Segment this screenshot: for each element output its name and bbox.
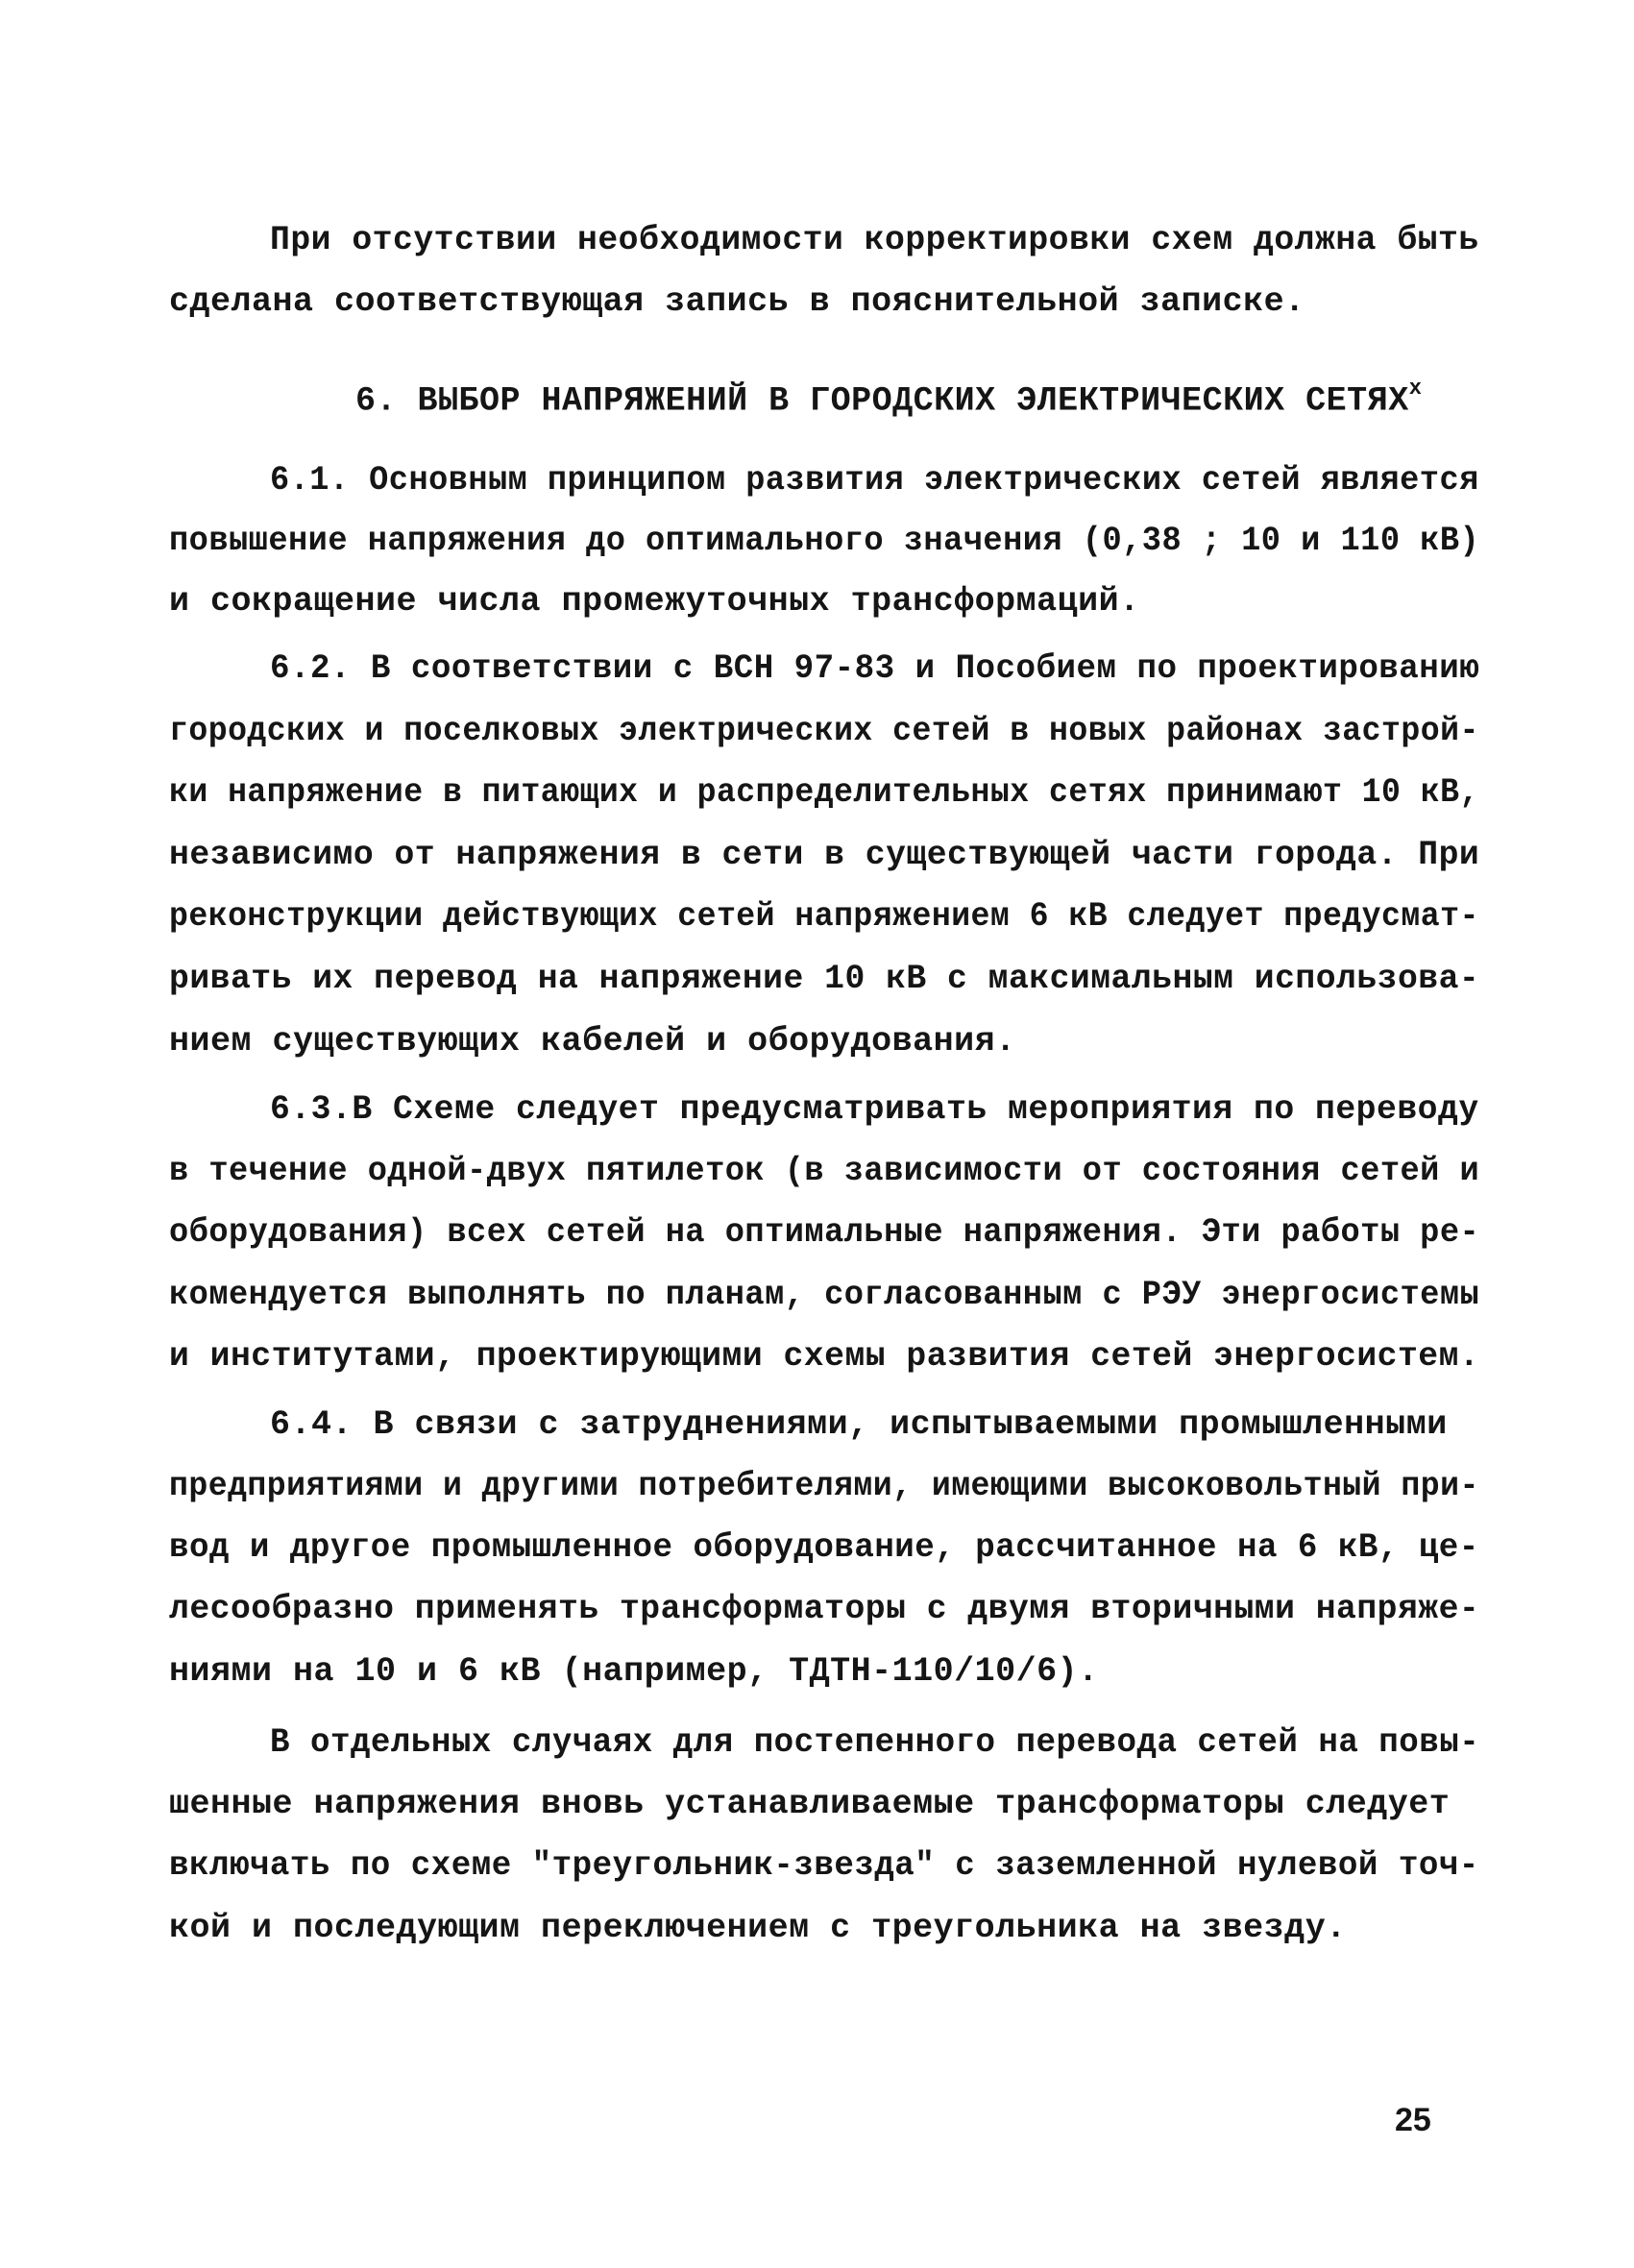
paragraph-6-2-line: 6.2. В соответствии с ВСН 97-83 и Пособием по проектированию: [270, 649, 1480, 688]
footnote-mark: x: [1408, 377, 1423, 401]
paragraph-final-line: кой и последующим переключением с треугольника на звезду.: [169, 1909, 1347, 1947]
paragraph-6-2-line: ки напряжение в питающих и распределительных сетях принимают 10 кВ,: [169, 773, 1479, 812]
paragraph-6-2-line: реконструкции действующих сетей напряжением 6 кВ следует предусмат-: [169, 897, 1479, 936]
paragraph-6-4-line: ниями на 10 и 6 кВ (например, ТДТН-110/10/6).: [169, 1652, 1099, 1691]
paragraph-6-2-line: нием существующих кабелей и оборудования.: [169, 1022, 1016, 1061]
paragraph-6-4-line: 6.4. В связи с затруднениями, испытываемыми промышленными: [270, 1405, 1448, 1444]
paragraph-6-3-line: 6.3.В Схеме следует предусматривать мероприятия по переводу: [270, 1090, 1479, 1129]
section-title: ВЫБОР НАПРЯЖЕНИЙ В ГОРОДСКИХ ЭЛЕКТРИЧЕСКИХ СЕТЯХ: [417, 381, 1409, 421]
paragraph-6-3-line: оборудования) всех сетей на оптимальные напряжения. Эти работы ре-: [169, 1213, 1480, 1252]
page-number: 25: [1395, 2102, 1431, 2138]
intro-line: сделана соответствующая запись в пояснительной записке.: [169, 282, 1305, 321]
intro-line: При отсутствии необходимости корректировки схем должна быть: [270, 221, 1479, 259]
paragraph-6-2-line: независимо от напряжения в сети в существующей части города. При: [169, 836, 1480, 874]
paragraph-6-4-line: предприятиями и другими потребителями, имеющими высоковольтный при-: [169, 1467, 1479, 1505]
section-heading: [355, 372, 1422, 423]
paragraph-6-3-line: комендуется выполнять по планам, согласованным с РЭУ энергосистемы: [169, 1276, 1480, 1314]
paragraph-6-4-line: вод и другое промышленное оборудование, рассчитанное на 6 кВ, це-: [169, 1528, 1479, 1567]
paragraph-6-3-line: в течение одной-двух пятилеток (в зависимости от состояния сетей и: [169, 1152, 1480, 1190]
paragraph-6-3-line: и институтами, проектирующими схемы развития сетей энергосистем.: [169, 1337, 1480, 1376]
section-number: 6.: [355, 381, 398, 421]
paragraph-final-line: шенные напряжения вновь устанавливаемые трансформаторы следует: [169, 1785, 1451, 1823]
paragraph-6-2-line: ривать их перевод на напряжение 10 кВ с максимальным использова-: [169, 960, 1480, 998]
paragraph-final-line: включать по схеме "треугольник-звезда" с заземленной нулевой точ-: [169, 1846, 1479, 1885]
paragraph-6-1-line: 6.1. Основным принципом развития электрических сетей является: [270, 461, 1479, 500]
paragraph-6-1-line: повышение напряжения до оптимального значения (0,38 ; 10 и 110 кВ): [169, 522, 1480, 560]
paragraph-6-2-line: городских и поселковых электрических сетей в новых районах застрой-: [169, 712, 1479, 750]
paragraph-6-4-line: лесообразно применять трансформаторы с двумя вторичными напряже-: [169, 1590, 1480, 1628]
paragraph-6-1-line: и сокращение числа промежуточных трансформаций.: [169, 582, 1140, 621]
paragraph-final-line: В отдельных случаях для постепенного перевода сетей на повы-: [270, 1723, 1480, 1762]
